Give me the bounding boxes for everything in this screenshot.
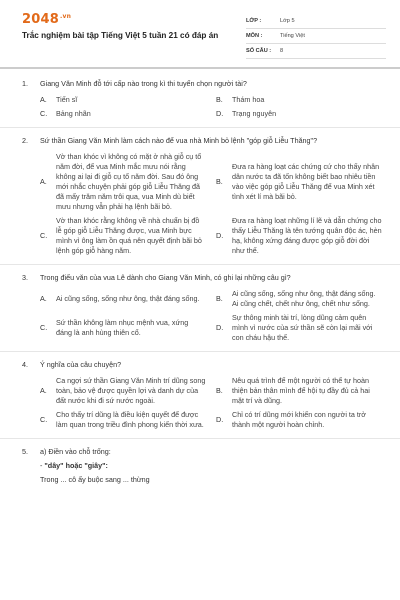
meta-value: Tiếng Việt bbox=[280, 33, 305, 39]
option-b[interactable] bbox=[216, 152, 382, 212]
question-text bbox=[22, 136, 382, 146]
option-text: Bảng nhãn bbox=[56, 109, 91, 118]
question-3 bbox=[22, 273, 382, 352]
option-label: B. bbox=[216, 95, 223, 104]
option-c[interactable] bbox=[40, 410, 206, 430]
option-c[interactable] bbox=[40, 313, 206, 343]
question-5 bbox=[22, 447, 382, 485]
sub-line: Trong ... cô ấy buộc sang ... thừng bbox=[40, 475, 150, 484]
option-a[interactable] bbox=[40, 376, 206, 406]
question-divider bbox=[0, 264, 400, 265]
question-divider bbox=[0, 351, 400, 352]
option-text: Trạng nguyên bbox=[232, 109, 277, 118]
option-text: Ai cũng sống, sống như ông, thật đáng sống. Ai cũng chết, chết như ông, chết như sống. bbox=[232, 289, 376, 308]
option-grid bbox=[22, 89, 382, 119]
question-divider bbox=[0, 127, 400, 128]
option-grid bbox=[22, 146, 382, 256]
option-label: B. bbox=[216, 386, 223, 395]
option-label: D. bbox=[216, 323, 224, 332]
meta-value: Lớp 5 bbox=[280, 18, 295, 24]
option-text: Cho thấy trí dũng là điều kiện quyết để được làm quan trong triều đình phong kiến thời xưa. bbox=[56, 410, 204, 429]
meta-value: 8 bbox=[280, 48, 284, 54]
sub-bold: "dây" hoặc "giây": bbox=[44, 461, 108, 470]
option-text: Vờ than khóc vì không có mặt ở nhà giỗ cụ tổ năm đời, để vua Minh mắc mưu nói rằng không ai lại đi giỗ cụ tổ năm đời. Sau đó ông mới nhắc chuyện phải góp giỗ Liễu Thăng đã đã mấy trăm năm trôi qua, vua Minh dù biết mưu nhưng vẫn phải hạ lệnh bãi bỏ. bbox=[56, 152, 202, 211]
question-number: 1. bbox=[22, 79, 28, 88]
option-text: Đưa ra hàng loạt những lí lẽ và dẫn chứng cho thấy Liễu Thăng là tên tướng quân độc ác, hèn hạ, không xứng đáng được góp giỗ đời đời như thế. bbox=[232, 216, 382, 255]
option-b[interactable] bbox=[216, 95, 382, 105]
option-grid bbox=[22, 283, 382, 343]
question-text bbox=[22, 79, 382, 89]
option-label: A. bbox=[40, 294, 47, 303]
meta-row-class bbox=[246, 14, 386, 29]
option-b[interactable] bbox=[216, 376, 382, 406]
option-label: C. bbox=[40, 323, 48, 332]
option-label: A. bbox=[40, 386, 47, 395]
option-label: D. bbox=[216, 109, 224, 118]
question-1 bbox=[22, 79, 382, 128]
option-label: D. bbox=[216, 415, 224, 424]
option-label: C. bbox=[40, 231, 48, 240]
option-text: Vờ than khóc rằng không về nhà chuẩn bị đồ lễ góp giỗ Liễu Thăng được, vua Minh bực mình vì ông làm ồn quá nên quyết định bãi bỏ lệnh góp giỗ hàng năm. bbox=[56, 216, 202, 255]
option-d[interactable] bbox=[216, 109, 382, 119]
option-text: Nêu quá trình để một người có thể tự hoàn thiện bản thân mình để hội tụ đầy đủ cả hai mặt trí và dũng. bbox=[232, 376, 370, 405]
option-d[interactable] bbox=[216, 216, 382, 256]
question-prompt: a) Điền vào chỗ trống: bbox=[40, 447, 111, 456]
option-grid bbox=[22, 370, 382, 430]
option-label: C. bbox=[40, 109, 48, 118]
question-number: 4. bbox=[22, 360, 28, 369]
option-text: Ai cũng sống, sống như ông, thật đáng sống. bbox=[56, 294, 200, 303]
option-label: B. bbox=[216, 294, 223, 303]
question-prompt: Trong điếu văn của vua Lê dành cho Giang Văn Minh, có ghi lại những câu gì? bbox=[40, 273, 291, 282]
option-a[interactable] bbox=[40, 152, 206, 212]
option-text: Ca ngợi sứ thần Giang Văn Minh trí dũng song toàn, bảo vệ được quyền lợi và danh dự của đất nước khi đi sứ nước ngoài. bbox=[56, 376, 206, 405]
option-a[interactable] bbox=[40, 95, 206, 105]
question-text bbox=[22, 360, 382, 370]
option-label: D. bbox=[216, 231, 224, 240]
option-label: A. bbox=[40, 95, 47, 104]
question-prompt: Ý nghĩa của câu chuyện? bbox=[40, 360, 122, 369]
sub-instruction bbox=[22, 457, 382, 471]
option-label: C. bbox=[40, 415, 48, 424]
question-text bbox=[22, 447, 382, 457]
option-text: Thám hoa bbox=[232, 95, 265, 104]
option-text: Đưa ra hàng loạt các chứng cứ cho thấy nhân dân nước ta đã tốn không biết bao nhiêu tiền vào việc góp giỗ Liễu Thăng để vua Minh xét tình xét lí mà bãi bỏ. bbox=[232, 162, 380, 201]
option-d[interactable] bbox=[216, 313, 382, 343]
site-logo[interactable] bbox=[22, 12, 242, 27]
option-d[interactable] bbox=[216, 410, 382, 430]
option-b[interactable] bbox=[216, 289, 382, 309]
option-label: A. bbox=[40, 177, 47, 186]
page-title: Trắc nghiệm bài tập Tiếng Việt 5 tuần 21 có đáp án bbox=[22, 31, 219, 40]
option-a[interactable] bbox=[40, 289, 206, 309]
header-left bbox=[22, 12, 242, 59]
question-prompt: Sứ thần Giang Văn Minh làm cách nào để vua nhà Minh bỏ lệnh "góp giỗ Liễu Thăng"? bbox=[40, 136, 318, 145]
question-text bbox=[22, 273, 382, 283]
option-c[interactable] bbox=[40, 109, 206, 119]
meta-table bbox=[246, 14, 386, 59]
option-text: Sứ thần không làm nhục mệnh vua, xứng đáng là anh hùng thiên cổ. bbox=[56, 318, 189, 337]
question-prompt: Giang Văn Minh đỗ tới cấp nào trong kì thi tuyển chọn người tài? bbox=[40, 79, 247, 88]
meta-key: LỚP : bbox=[246, 18, 262, 24]
question-number: 5. bbox=[22, 447, 28, 456]
option-text: Sự thông minh tài trí, lòng dũng cảm quên mình vì nước của sứ thần sẽ còn lại mãi với con cháu hậu thế. bbox=[232, 313, 373, 342]
option-text: Tiến sĩ bbox=[56, 95, 78, 104]
question-number: 2. bbox=[22, 136, 28, 145]
question-divider bbox=[0, 438, 400, 439]
question-2 bbox=[22, 136, 382, 265]
meta-key: SỐ CÂU : bbox=[246, 48, 272, 54]
question-list bbox=[0, 69, 400, 485]
meta-row-subject bbox=[246, 29, 386, 44]
meta-row-count bbox=[246, 44, 386, 59]
meta-key: MÔN : bbox=[246, 33, 263, 39]
sub-prefix: - bbox=[40, 461, 45, 470]
question-4 bbox=[22, 360, 382, 439]
option-text: Chỉ có trí dũng mới khiến con người ta trở thành một người hoàn chỉnh. bbox=[232, 410, 367, 429]
logo-text: 2048 bbox=[22, 12, 59, 27]
option-label: B. bbox=[216, 177, 223, 186]
option-c[interactable] bbox=[40, 216, 206, 256]
header bbox=[0, 0, 400, 59]
logo-suffix: .vn bbox=[59, 12, 72, 20]
question-number: 3. bbox=[22, 273, 28, 282]
